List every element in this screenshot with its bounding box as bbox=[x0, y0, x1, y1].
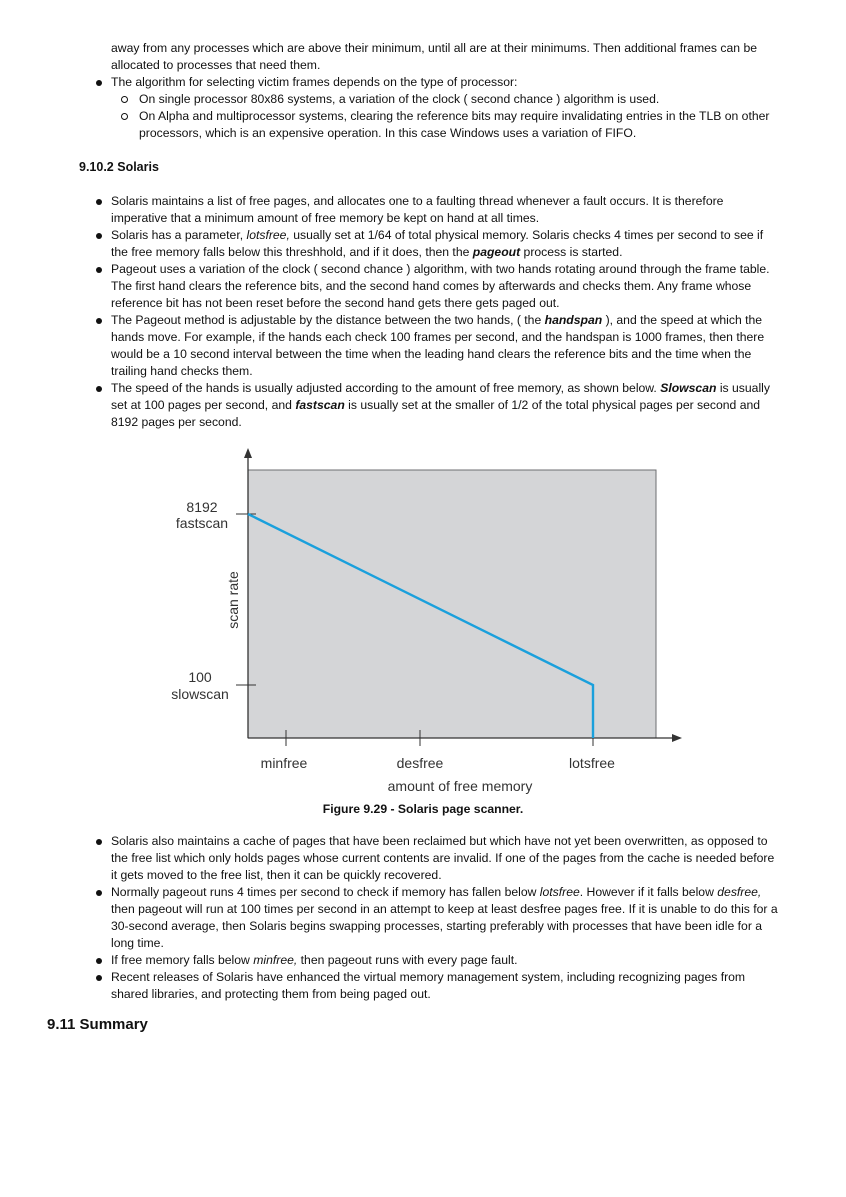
bullet-text: Recent releases of Solaris have enhanced the virtual memory management system, including recognizing pages from shared libraries, and protecting them from being paged out. bbox=[111, 970, 746, 1001]
bullet-text: process is started. bbox=[520, 245, 623, 259]
x-axis-label: amount of free memory bbox=[387, 778, 533, 794]
bullet-text: The Pageout method is adjustable by the distance between the two hands, ( the bbox=[111, 313, 545, 327]
bullet-text: Pageout uses a variation of the clock ( second chance ) algorithm, with two hands rotating around through the frame table. The first hand clears the reference bits, and the second hand comes by afterwards and checks them. Any frame whose reference bit has not been reset before the second hand gets there gets paged out. bbox=[111, 262, 770, 310]
y-tick-label-fastscan: fastscan bbox=[175, 515, 229, 531]
y-axis-arrow bbox=[244, 448, 252, 458]
plot-background bbox=[248, 470, 656, 738]
y-tick-label-100: 100 bbox=[188, 669, 212, 685]
term-desfree: desfree, bbox=[717, 885, 762, 899]
bullet-text: The speed of the hands is usually adjusted according to the amount of free memory, as shown below. bbox=[111, 381, 661, 395]
x-tick-label-minfree: minfree bbox=[260, 755, 308, 771]
sub-list-item: On Alpha and multiprocessor systems, clearing the reference bits may require invalidating entries in the TLB on other processors, which is an expensive operation. In this case Windows uses a variation of FIFO. bbox=[111, 108, 778, 142]
figure-caption: Figure 9.29 - Solaris page scanner. bbox=[322, 802, 524, 816]
list-item bbox=[88, 884, 778, 952]
bullet-text: usually set at 1/64 of total physical memory. Solaris checks 4 times per second to see if the free memory falls below this threshhold, and if it does, then the bbox=[111, 228, 764, 259]
list-item bbox=[88, 952, 778, 969]
victim-bullet-text: The algorithm for selecting victim frames depends on the type of processor: bbox=[111, 75, 518, 89]
bullet-text: ), and the speed at which the hands move. For example, if the hands each check 100 frames per second, and the handspan is 1000 frames, then there would be a 10 second interval between the time when the leading hand clears the reference bits and the time when the trailing hand checks them. bbox=[111, 313, 765, 378]
continuation-text: away from any processes which are above their minimum, until all are at their minimums. Then additional frames can be allocated to processes that need them. bbox=[111, 41, 757, 72]
term-minfree: minfree, bbox=[253, 953, 298, 967]
bullet-text: then pageout will run at 100 times per second in an attempt to keep at least desfree pages free. If it is unable to do this for a 30-second average, then Solaris begins swapping processes, starting preferably with processes that have been idle for a long time. bbox=[111, 902, 778, 950]
bullet-text: If free memory falls below bbox=[111, 953, 254, 967]
term-lotsfree: lotsfree bbox=[539, 885, 580, 899]
bullet-text: . However if it falls below bbox=[579, 885, 718, 899]
bullet-text: Normally pageout runs 4 times per second to check if memory has fallen below bbox=[111, 885, 540, 899]
term-lotsfree: lotsfree, bbox=[246, 228, 290, 242]
bullet-text: then pageout runs with every page fault. bbox=[297, 953, 518, 967]
y-axis-label: scan rate bbox=[225, 571, 241, 629]
term-fastscan: fastscan bbox=[295, 398, 345, 412]
list-item bbox=[88, 969, 778, 1003]
section-heading-solaris: 9.10.2 Solaris bbox=[79, 160, 159, 174]
bullet-text: is usually set at 100 pages per second, and bbox=[111, 381, 770, 412]
term-handspan: handspan bbox=[544, 313, 603, 327]
bullet-text: Solaris has a parameter, bbox=[111, 228, 247, 242]
x-tick-label-lotsfree: lotsfree bbox=[569, 755, 615, 771]
summary-heading: 9.11 Summary bbox=[47, 1016, 148, 1033]
sub-list-item: On single processor 80x86 systems, a variation of the clock ( second chance ) algorithm is used. bbox=[111, 91, 778, 108]
term-pageout: pageout bbox=[472, 245, 521, 259]
x-axis-arrow bbox=[672, 734, 682, 742]
y-tick-label-slowscan: slowscan bbox=[171, 686, 229, 702]
x-tick-label-desfree: desfree bbox=[396, 755, 444, 771]
y-tick-label-8192: 8192 bbox=[186, 499, 218, 515]
list-item bbox=[88, 833, 778, 884]
term-slowscan: Slowscan bbox=[660, 381, 717, 395]
bullet-text: Solaris also maintains a cache of pages that have been reclaimed but which have not yet been overwritten, as opposed to the free list which only holds pages whose current contents are invalid. If one of the pages from the cache is needed before it gets moved to the free list, then it can be quickly recovered. bbox=[111, 834, 775, 882]
bullet-text: is usually set at the smaller of 1/2 of the total physical pages per second and 8192 pages per second. bbox=[111, 398, 761, 429]
solaris-cache-bullet-list bbox=[88, 833, 778, 1003]
bullet-text: Solaris maintains a list of free pages, and allocates one to a faulting thread whenever a fault occurs. It is therefore imperative that a minimum amount of free memory be kept on hand at all times. bbox=[111, 194, 724, 225]
